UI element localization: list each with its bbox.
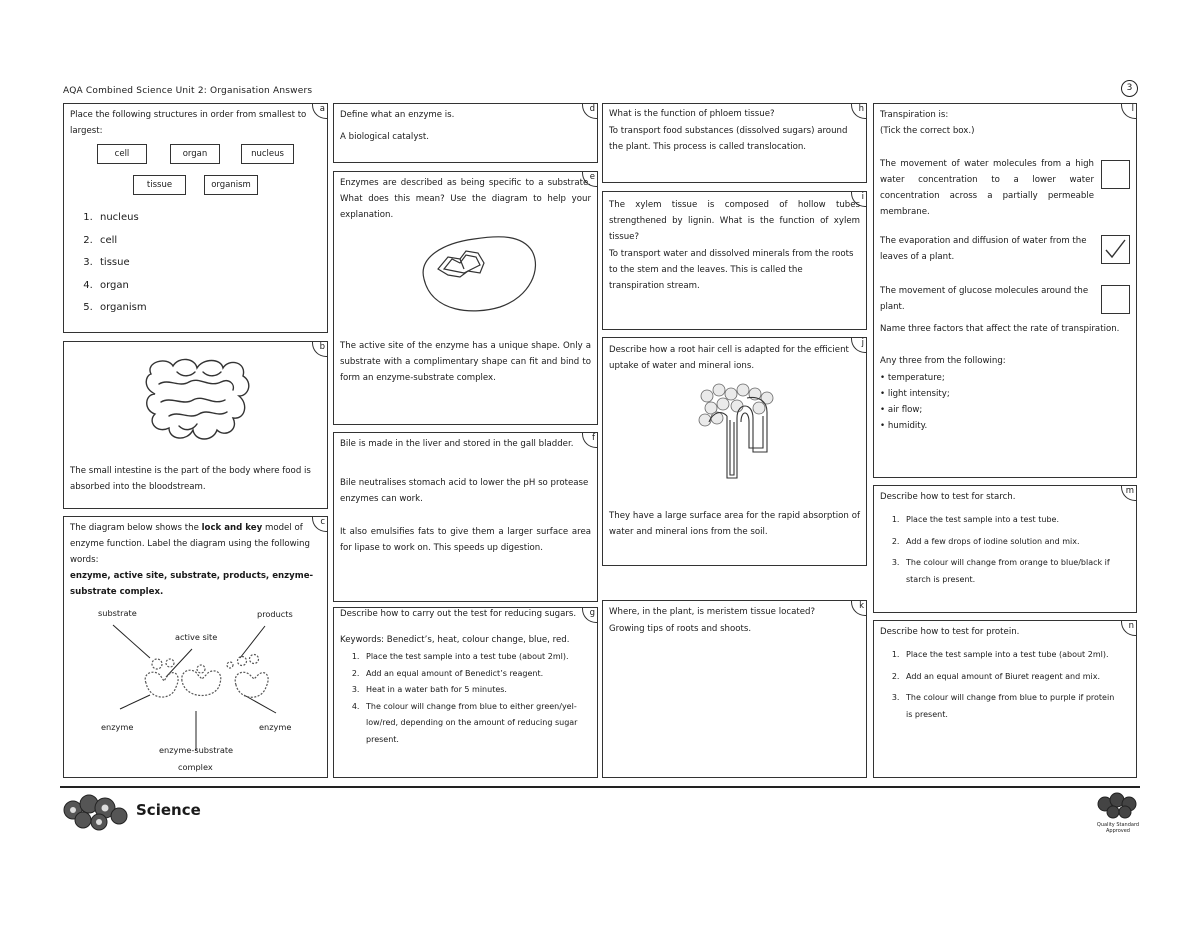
question-text: Enzymes are described as being specific to a substrate. What does this mean? Use the diagram to help your explanation. (340, 178, 591, 220)
word-bank: enzyme, active site, substrate, products, enzyme-substrate complex. (70, 571, 314, 597)
question-text (70, 520, 321, 568)
box-tag: n (1121, 620, 1137, 636)
list-item: • humidity. (880, 421, 928, 431)
list-item: • temperature; (880, 373, 945, 383)
list-item: 3. tissue (96, 252, 147, 275)
svg-text:Quality Standard: Quality Standard (1096, 822, 1140, 828)
steps-list (334, 649, 591, 748)
science-logo-icon (59, 790, 131, 834)
question-text: Place the following structures in order from smallest to largest: (70, 110, 307, 136)
box-tag: j (851, 337, 867, 353)
answer-list (68, 207, 147, 320)
question-text: Define what an enzyme is. (340, 110, 455, 120)
box-tag: c (312, 516, 328, 532)
option-text: The movement of water molecules from a high water concentration to a lower water concentration across a partially permeable membrane. (880, 159, 1094, 217)
box-tag: l (1121, 103, 1137, 119)
word-card: nucleus (241, 144, 294, 164)
box-j-root-hair (602, 337, 867, 566)
box-l-transpiration (873, 103, 1137, 478)
check-icon (1102, 236, 1129, 263)
word-card: tissue (133, 175, 186, 195)
answer-text: The active site of the enzyme has a unique shape. Only a substrate with a complimentary shape can fit and bind to form an enzyme-substrate complex. (340, 341, 591, 383)
answer-text: Growing tips of roots and shoots. (609, 624, 752, 634)
question-text: Describe how a root hair cell is adapted for the efficient uptake of water and mineral ions. (609, 345, 849, 371)
steps-list (874, 512, 1116, 588)
list-item: 1. nucleus (96, 207, 147, 230)
box-g-reducing-sugars (333, 607, 598, 778)
box-m-starch-test (873, 485, 1137, 613)
root-hair-cell-illustration (697, 382, 777, 482)
box-c-lock-and-key (63, 516, 328, 778)
answer-text: To transport water and dissolved minerals from the roots to the stem and the leaves. This is called the transpiration stream. (609, 249, 854, 291)
box-e-enzyme-specificity (333, 171, 598, 425)
question-2-text: Name three factors that affect the rate of transpiration. (880, 324, 1120, 334)
word-card: organism (204, 175, 258, 195)
box-a-ordering (63, 103, 328, 333)
list-item: 2. Add an equal amount of Benedict’s reagent. (362, 666, 591, 683)
page-number: 3 (1121, 80, 1138, 97)
list-item: 5. organism (96, 297, 147, 320)
question-text: Describe how to carry out the test for reducing sugars. (340, 609, 577, 619)
intro-text: Any three from the following: (880, 356, 1006, 366)
box-f-bile (333, 432, 598, 602)
question-text: What is the function of phloem tissue? (609, 109, 775, 119)
option-text: The evaporation and diffusion of water from the leaves of a plant. (880, 236, 1087, 262)
answer-text: A biological catalyst. (340, 132, 429, 142)
box-tag: g (582, 607, 598, 623)
box-i-xylem (602, 191, 867, 330)
tick-box[interactable] (1101, 285, 1130, 314)
question-text: Describe how to test for starch. (880, 492, 1016, 502)
list-item: 1. Place the test sample into a test tube (about 2ml). (362, 649, 591, 666)
question-text: The xylem tissue is composed of hollow tubes strengthened by lignin. What is the function of xylem tissue? (609, 200, 860, 242)
list-item: 2. Add a few drops of iodine solution and mix. (902, 534, 1116, 551)
bile-line-1: Bile is made in the liver and stored in the gall bladder. (340, 439, 574, 449)
quality-standard-badge-icon (1093, 790, 1143, 834)
label-complex-1: enzyme-substrate (159, 745, 234, 755)
box-tag: i (851, 191, 867, 207)
answer-text: They have a large surface area for the rapid absorption of water and mineral ions from the soil. (609, 511, 860, 537)
box-tag: h (851, 103, 867, 119)
keywords-text: Keywords: Benedict’s, heat, colour change, blue, red. (340, 635, 570, 645)
box-tag: k (851, 600, 867, 616)
word-card: organ (170, 144, 220, 164)
list-item: 2. Add an equal amount of Biuret reagent and mix. (902, 669, 1118, 686)
list-item: 2. cell (96, 230, 147, 253)
brand-name: Science (136, 801, 201, 819)
label-enzyme-right: enzyme (259, 722, 292, 732)
question-text: Transpiration is: (880, 110, 949, 120)
question-text: Describe how to test for protein. (880, 627, 1020, 637)
bile-line-2: Bile neutralises stomach acid to lower the pH so protease enzymes can work. (340, 478, 589, 504)
enzyme-substrate-illustration (414, 229, 544, 319)
list-item: • light intensity; (880, 389, 950, 399)
steps-list (874, 647, 1118, 723)
box-b-intestine (63, 341, 328, 509)
box-d-enzyme-definition (333, 103, 598, 163)
option-text: The movement of glucose molecules around the plant. (880, 286, 1089, 312)
list-item: 3. Heat in a water bath for 5 minutes. (362, 682, 591, 699)
page-title: AQA Combined Science Unit 2: Organisation Answers (63, 86, 313, 96)
answer-text: The small intestine is the part of the body where food is absorbed into the bloodstream. (70, 466, 311, 492)
question-end: model of enzyme function. Label the diagram using the following words: (70, 523, 310, 565)
list-item: • air flow; (880, 405, 923, 415)
list-item: 1. Place the test sample into a test tube (about 2ml). (902, 647, 1118, 664)
list-item: 3. The colour will change from orange to blue/black if starch is present. (902, 555, 1116, 588)
list-item: 1. Place the test sample into a test tube. (902, 512, 1116, 529)
box-tag: b (312, 341, 328, 357)
box-tag: a (312, 103, 328, 119)
label-substrate: substrate (98, 608, 137, 618)
label-products: products (257, 609, 293, 619)
box-tag: m (1121, 485, 1137, 501)
question-text: Where, in the plant, is meristem tissue located? (609, 607, 816, 617)
question-start: The diagram below shows the (70, 523, 202, 533)
factors-list (880, 370, 950, 434)
word-card: cell (97, 144, 147, 164)
box-h-phloem (602, 103, 867, 183)
list-item: 4. The colour will change from blue to either green/yel-low/red, depending on the amount of reducing sugar present. (362, 699, 591, 749)
box-n-protein-test (873, 620, 1137, 778)
bile-line-3: It also emulsifies fats to give them a larger surface area for lipase to work on. This speeds up digestion. (340, 527, 591, 553)
footer-divider (60, 786, 1140, 788)
list-item: 4. organ (96, 275, 147, 298)
label-complex-2: complex (178, 762, 213, 772)
label-active-site: active site (175, 632, 218, 642)
small-intestine-illustration (139, 354, 259, 454)
box-tag: e (582, 171, 598, 187)
label-enzyme-left: enzyme (101, 722, 134, 732)
box-k-meristem (602, 600, 867, 778)
instruction-text: (Tick the correct box.) (880, 126, 975, 136)
box-tag: d (582, 103, 598, 119)
tick-box-checked[interactable] (1101, 235, 1130, 264)
list-item: 3. The colour will change from blue to purple if protein is present. (902, 690, 1118, 723)
svg-text:Approved: Approved (1106, 828, 1130, 834)
tick-box[interactable] (1101, 160, 1130, 189)
question-bold: lock and key (201, 523, 263, 533)
answer-text: To transport food substances (dissolved sugars) around the plant. This process is called translocation. (609, 126, 848, 152)
box-tag: f (582, 432, 598, 448)
